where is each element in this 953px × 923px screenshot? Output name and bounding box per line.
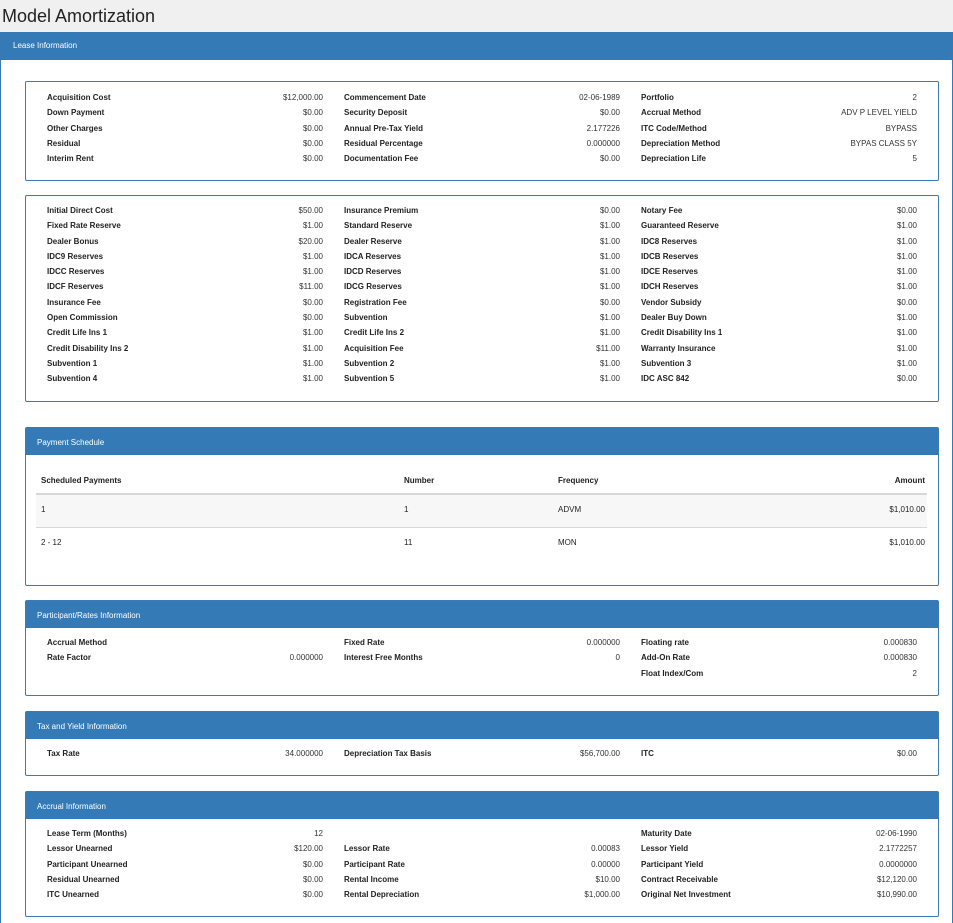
field	[47, 267, 323, 282]
field	[344, 298, 620, 313]
field-label: Residual Unearned	[47, 874, 120, 884]
field	[344, 154, 620, 169]
field-label: Other Charges	[47, 123, 103, 133]
field-label: Lease Term (Months)	[47, 829, 127, 838]
field-label: Registration Fee	[344, 297, 407, 307]
field	[641, 344, 917, 359]
field-value: $1.00	[599, 251, 620, 261]
field	[47, 890, 323, 905]
participant-rates-box	[25, 600, 939, 696]
field-label: Open Commission	[47, 313, 118, 323]
field-value: BYPASS	[885, 123, 917, 133]
field-value: $11.00	[299, 282, 323, 292]
field	[641, 653, 917, 668]
field-label: Lessor Unearned	[47, 844, 113, 854]
field-value: 02-06-1989	[579, 93, 620, 102]
field-value: $1.00	[302, 374, 323, 384]
table-cell: MON	[558, 538, 577, 547]
field-value: $0.00	[302, 108, 323, 118]
field	[641, 875, 917, 890]
field-value: $1.00	[599, 313, 620, 323]
field	[344, 749, 620, 764]
field	[344, 860, 620, 875]
field	[344, 829, 620, 844]
field-label: IDCC Reserves	[47, 267, 105, 277]
participant-rates-header[interactable]: Participant/Rates Information	[26, 601, 938, 628]
field-value: $0.00	[302, 890, 323, 900]
field-label: IDCB Reserves	[641, 251, 699, 261]
field	[344, 252, 620, 267]
field-label: Fixed Rate Reserve	[47, 221, 121, 231]
field-label: IDC ASC 842	[641, 374, 690, 384]
table-cell: ADVM	[558, 505, 582, 514]
field-label: Participant Unearned	[47, 859, 128, 869]
tax-yield-header[interactable]: Tax and Yield Information	[26, 712, 938, 739]
table-cell: $1,010.00	[889, 538, 925, 547]
field	[344, 669, 620, 684]
field	[344, 890, 620, 905]
field-label: Participant Rate	[344, 859, 405, 869]
field	[344, 844, 620, 859]
field	[47, 669, 323, 684]
field-value: 5	[912, 154, 917, 164]
field-value: $12,000.00	[282, 93, 323, 102]
field-label: IDCG Reserves	[344, 282, 402, 292]
field	[47, 124, 323, 139]
field-label: Residual	[47, 138, 81, 148]
field-label: Initial Direct Cost	[47, 206, 113, 215]
tax-yield-box	[25, 711, 939, 776]
field-value: $0.00	[896, 206, 917, 215]
table-cell: 2 - 12	[41, 538, 62, 547]
field-value: 0.000000	[289, 653, 323, 663]
field-label: Depreciation Tax Basis	[344, 749, 432, 758]
field	[344, 653, 620, 668]
field-label: Down Payment	[47, 108, 105, 118]
field-label: Security Deposit	[344, 108, 408, 118]
field-value: 2	[912, 668, 917, 678]
field-label: Credit Disability Ins 2	[47, 343, 129, 353]
field-label: Fixed Rate	[344, 638, 385, 647]
field-label: IDC8 Reserves	[641, 236, 698, 246]
field-label: Interest Free Months	[344, 653, 423, 663]
field-label: Accrual Method	[641, 108, 702, 118]
payment-schedule-header[interactable]: Payment Schedule	[26, 428, 938, 455]
field-value: $1.00	[896, 343, 917, 353]
field-value: $1.00	[302, 328, 323, 338]
field-label: ITC	[641, 749, 654, 758]
field	[47, 875, 323, 890]
field-label: Floating rate	[641, 638, 690, 647]
field-value: 12	[314, 829, 323, 838]
field	[641, 282, 917, 297]
field-value: $1.00	[302, 251, 323, 261]
field-value: 2.177226	[586, 123, 620, 133]
field-value: $12,120.00	[876, 874, 917, 884]
field-label: IDCH Reserves	[641, 282, 699, 292]
table-row	[36, 495, 927, 528]
field	[47, 154, 323, 169]
field-value: $1.00	[302, 221, 323, 231]
field	[47, 298, 323, 313]
accrual-header[interactable]: Accrual Information	[26, 792, 938, 819]
field-value: 0.000830	[883, 638, 917, 647]
field-value: $0.00	[599, 154, 620, 164]
field-value: $0.00	[896, 297, 917, 307]
field-label: Annual Pre-Tax Yield	[344, 123, 423, 133]
field-value: $1.00	[896, 221, 917, 231]
field-label: IDCE Reserves	[641, 267, 698, 277]
field	[47, 93, 323, 108]
field-value: $1,000.00	[584, 890, 620, 900]
field-value: $11.00	[596, 343, 620, 353]
field-value: $120.00	[294, 844, 323, 854]
field	[344, 108, 620, 123]
field-value: BYPAS CLASS 5Y	[850, 138, 917, 148]
field-label: Participant Yield	[641, 859, 704, 869]
field-label: Commencement Date	[344, 93, 426, 102]
field-value: 2.1772257	[879, 844, 917, 854]
field-label: Residual Percentage	[344, 138, 423, 148]
field	[641, 139, 917, 154]
table-cell: 1	[404, 505, 409, 514]
field	[641, 844, 917, 859]
column-header: Number	[404, 476, 435, 485]
field	[641, 374, 917, 389]
field	[641, 298, 917, 313]
field-value: $0.00	[896, 749, 917, 758]
field-label: Subvention	[344, 313, 388, 323]
page-title: Model Amortization	[2, 6, 156, 26]
field	[344, 139, 620, 154]
field-label: ITC Code/Method	[641, 123, 707, 133]
field-label: Subvention 5	[344, 374, 395, 384]
field-value: $1.00	[896, 267, 917, 277]
field	[47, 139, 323, 154]
title-bar	[0, 0, 953, 32]
field-label: Insurance Fee	[47, 297, 101, 307]
payment-schedule-box	[25, 427, 939, 586]
field-value: $0.00	[302, 297, 323, 307]
field-label: Acquisition Fee	[344, 343, 404, 353]
field-value: $0.00	[896, 374, 917, 384]
field-label: Dealer Bonus	[47, 236, 99, 246]
field-value: 0.0000000	[879, 859, 917, 869]
field-value: $1.00	[896, 251, 917, 261]
accrual-box	[25, 791, 939, 917]
field	[47, 344, 323, 359]
field	[641, 669, 917, 684]
field	[344, 206, 620, 221]
field	[47, 206, 323, 221]
field	[47, 638, 323, 653]
field-value: $0.00	[302, 313, 323, 323]
field	[641, 328, 917, 343]
field-value: $0.00	[599, 108, 620, 118]
field-label: Interim Rent	[47, 154, 94, 164]
field-value: 2	[912, 93, 917, 102]
field-label: IDCD Reserves	[344, 267, 402, 277]
field	[641, 313, 917, 328]
table-cell: 11	[404, 538, 413, 547]
field-label: Accrual Method	[47, 638, 108, 647]
field-label: Rental Income	[344, 874, 399, 884]
field-label: Lessor Rate	[344, 844, 390, 854]
field	[344, 875, 620, 890]
field-value: $0.00	[302, 123, 323, 133]
field-value: $1.00	[599, 221, 620, 231]
field	[344, 359, 620, 374]
field	[344, 93, 620, 108]
field	[344, 237, 620, 252]
field-value: 0.000830	[883, 653, 917, 663]
field-value: 0.00083	[591, 844, 620, 854]
column-header: Amount	[894, 476, 925, 485]
field-value: $56,700.00	[579, 749, 620, 758]
field-label: Insurance Premium	[344, 206, 419, 215]
field-value: $1.00	[599, 282, 620, 292]
field	[47, 221, 323, 236]
field-label: Credit Life Ins 1	[47, 328, 108, 338]
field-label: ITC Unearned	[47, 890, 100, 900]
field	[47, 653, 323, 668]
field	[641, 237, 917, 252]
field-value: $10,990.00	[876, 890, 917, 900]
field-value: $0.00	[302, 154, 323, 164]
lease-information-header[interactable]: Lease Information	[0, 32, 953, 60]
column-header: Frequency	[558, 476, 599, 485]
field	[641, 206, 917, 221]
field	[641, 93, 917, 108]
table-cell: 1	[41, 505, 46, 514]
field-label: IDCF Reserves	[47, 282, 104, 292]
field	[344, 374, 620, 389]
table-cell: $1,010.00	[889, 505, 925, 514]
field	[344, 267, 620, 282]
field-label: Depreciation Method	[641, 138, 721, 148]
field	[641, 860, 917, 875]
field-label: Maturity Date	[641, 829, 692, 838]
field-value: $1.00	[896, 236, 917, 246]
field-value: $1.00	[599, 374, 620, 384]
field	[47, 749, 323, 764]
field-value: 02-06-1990	[876, 829, 917, 838]
field-label: Credit Life Ins 2	[344, 328, 405, 338]
field	[641, 267, 917, 282]
field-value: $1.00	[302, 267, 323, 277]
field-value: $1.00	[302, 358, 323, 368]
field	[47, 282, 323, 297]
table-header	[36, 468, 927, 495]
field-value: $1.00	[599, 267, 620, 277]
field-value: $10.00	[595, 874, 620, 884]
field	[344, 328, 620, 343]
field-label: Standard Reserve	[344, 221, 413, 231]
field-label: Lessor Yield	[641, 844, 689, 854]
field-label: Original Net Investment	[641, 890, 731, 900]
field-label: Depreciation Life	[641, 154, 706, 164]
field	[641, 890, 917, 905]
field	[641, 638, 917, 653]
field-label: Tax Rate	[47, 749, 80, 758]
field	[641, 749, 917, 764]
field	[641, 108, 917, 123]
field-value: $20.00	[298, 236, 323, 246]
field-label: Rental Depreciation	[344, 890, 420, 900]
field-value: $0.00	[302, 138, 323, 148]
field-value: ADV P LEVEL YIELD	[841, 108, 917, 118]
lease-summary-box	[25, 81, 939, 181]
field-value: $0.00	[302, 859, 323, 869]
field	[47, 844, 323, 859]
field	[344, 313, 620, 328]
field-label: Rate Factor	[47, 653, 92, 663]
field-value: $1.00	[599, 328, 620, 338]
field-value: $0.00	[599, 297, 620, 307]
field-value: $1.00	[599, 358, 620, 368]
field	[641, 252, 917, 267]
field	[47, 374, 323, 389]
field-value: $1.00	[599, 236, 620, 246]
field	[344, 221, 620, 236]
field	[47, 359, 323, 374]
column-header: Scheduled Payments	[41, 476, 122, 485]
field-label: Dealer Reserve	[344, 236, 402, 246]
field	[641, 221, 917, 236]
field-label: Add-On Rate	[641, 653, 690, 663]
field-value: $1.00	[896, 358, 917, 368]
field-label: IDC9 Reserves	[47, 251, 104, 261]
field-label: Credit Disability Ins 1	[641, 328, 723, 338]
field	[344, 282, 620, 297]
field	[344, 638, 620, 653]
field-value: 0.000000	[586, 638, 620, 647]
field-value: 0.000000	[586, 138, 620, 148]
field	[344, 124, 620, 139]
field-label: Contract Receivable	[641, 874, 718, 884]
field	[47, 108, 323, 123]
field-label: Notary Fee	[641, 206, 683, 215]
field	[47, 252, 323, 267]
field-value: $1.00	[896, 313, 917, 323]
field-value: 34.000000	[285, 749, 323, 758]
field-label: Portfolio	[641, 93, 674, 102]
field-label: Float Index/Com	[641, 668, 704, 678]
field	[47, 829, 323, 844]
field-value: $1.00	[896, 282, 917, 292]
field-label: IDCA Reserves	[344, 251, 402, 261]
payment-schedule-table	[36, 468, 927, 561]
field	[641, 124, 917, 139]
field-label: Dealer Buy Down	[641, 313, 707, 323]
table-row	[36, 528, 927, 561]
field-label: Subvention 2	[344, 358, 395, 368]
lease-information-panel	[0, 60, 953, 923]
field	[641, 359, 917, 374]
field-label: Guaranteed Reserve	[641, 221, 719, 231]
field-value: $0.00	[302, 874, 323, 884]
field	[47, 313, 323, 328]
field-label: Vendor Subsidy	[641, 297, 702, 307]
field-value: $0.00	[599, 206, 620, 215]
field-value: $1.00	[302, 343, 323, 353]
field	[344, 344, 620, 359]
field	[47, 860, 323, 875]
field-label: Acquisition Cost	[47, 93, 111, 102]
field-label: Warranty Insurance	[641, 343, 716, 353]
field-value: $1.00	[896, 328, 917, 338]
field-label: Subvention 1	[47, 358, 98, 368]
field-value: 0	[615, 653, 620, 663]
field-label: Subvention 3	[641, 358, 692, 368]
field	[47, 328, 323, 343]
field-value: $50.00	[298, 206, 323, 215]
field-label: Subvention 4	[47, 374, 98, 384]
field-value: 0.00000	[591, 859, 620, 869]
field	[641, 829, 917, 844]
fees-reserves-box	[25, 195, 939, 402]
field-label: Documentation Fee	[344, 154, 419, 164]
field	[47, 237, 323, 252]
field	[641, 154, 917, 169]
